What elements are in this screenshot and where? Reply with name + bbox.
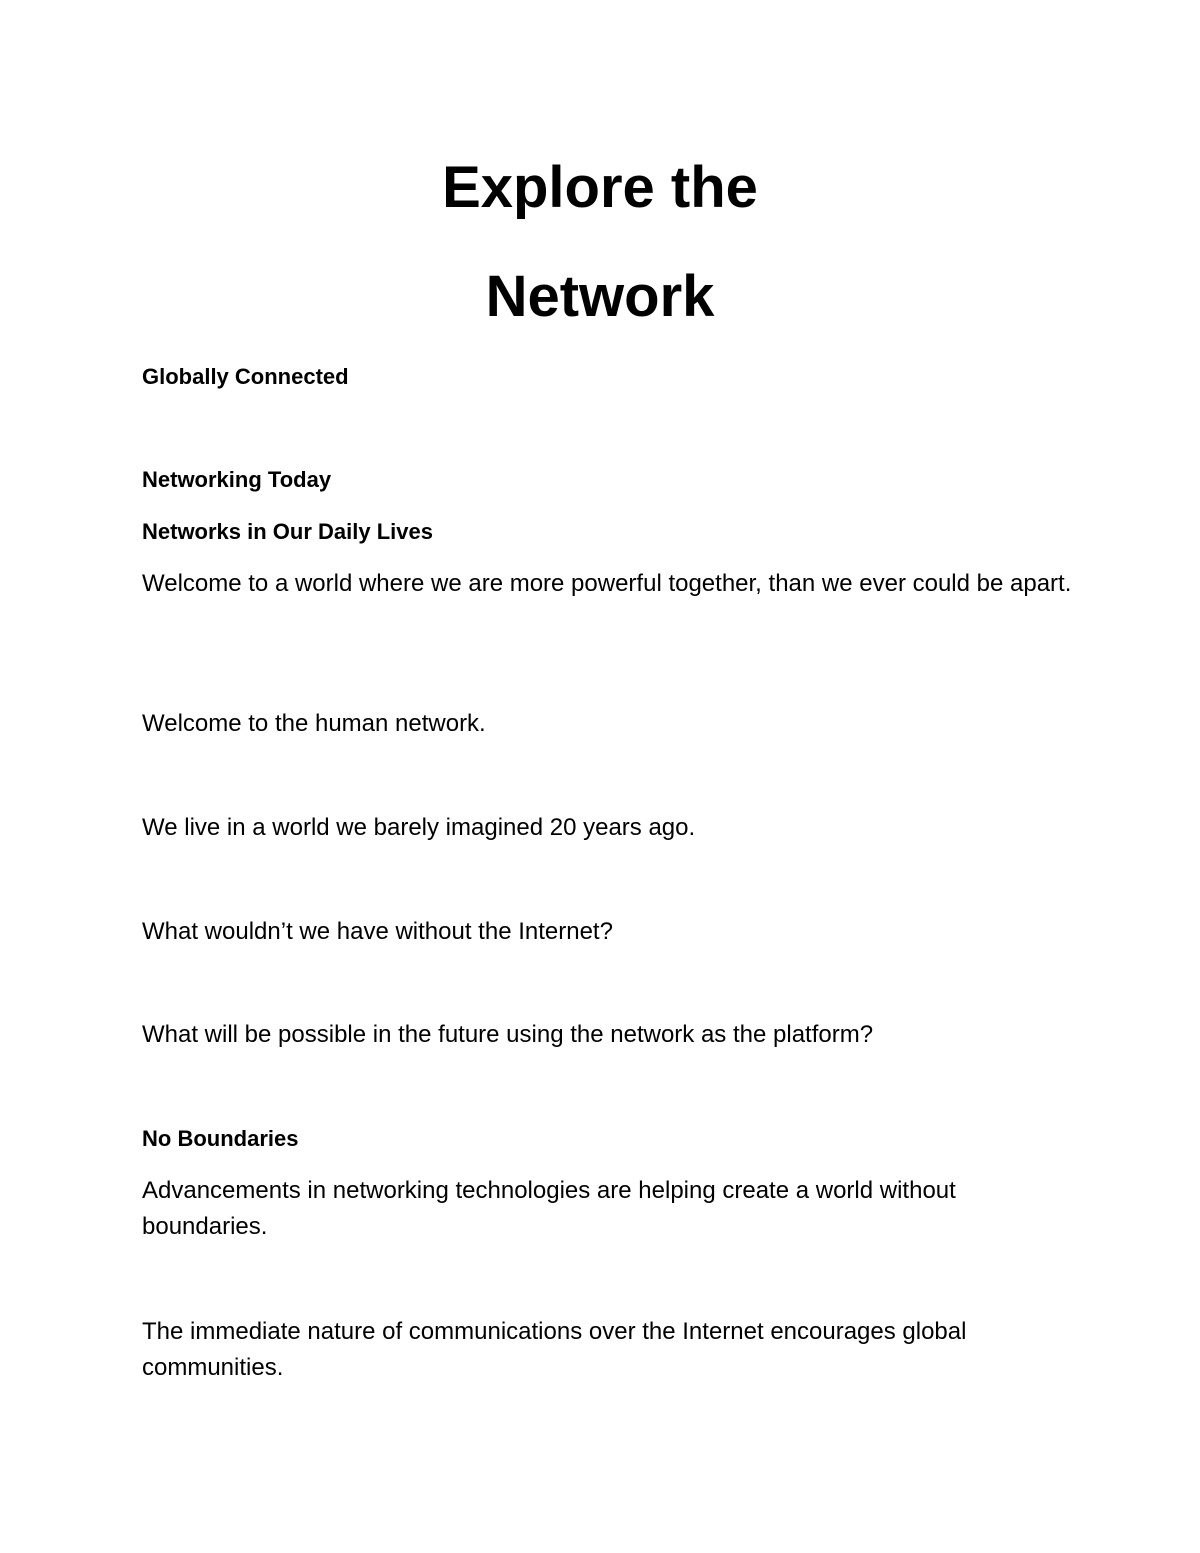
heading-globally-connected: Globally Connected	[142, 364, 349, 389]
title-line-1: Explore the	[442, 155, 758, 220]
paragraph-barely-imagined: We live in a world we barely imagined 20 years ago.	[142, 814, 696, 841]
heading-networks-daily-lives: Networks in Our Daily Lives	[142, 519, 433, 544]
paragraph-human-network: Welcome to the human network.	[142, 710, 486, 737]
paragraph-without-internet: What wouldn’t we have without the Internet?	[142, 918, 613, 945]
paragraph-more-powerful-together: Welcome to a world where we are more powerful together, than we ever could be apart.	[142, 570, 1072, 597]
paragraph-global-communities: The immediate nature of communications over the Internet encourages global communities.	[142, 1318, 967, 1381]
title-line-2: Network	[485, 264, 715, 329]
paragraph-future-platform: What will be possible in the future using the network as the platform?	[142, 1021, 874, 1048]
heading-networking-today: Networking Today	[142, 467, 332, 492]
heading-no-boundaries: No Boundaries	[142, 1126, 299, 1151]
paragraph-world-without-boundaries: Advancements in networking technologies are helping create a world without boundaries.	[142, 1177, 956, 1240]
